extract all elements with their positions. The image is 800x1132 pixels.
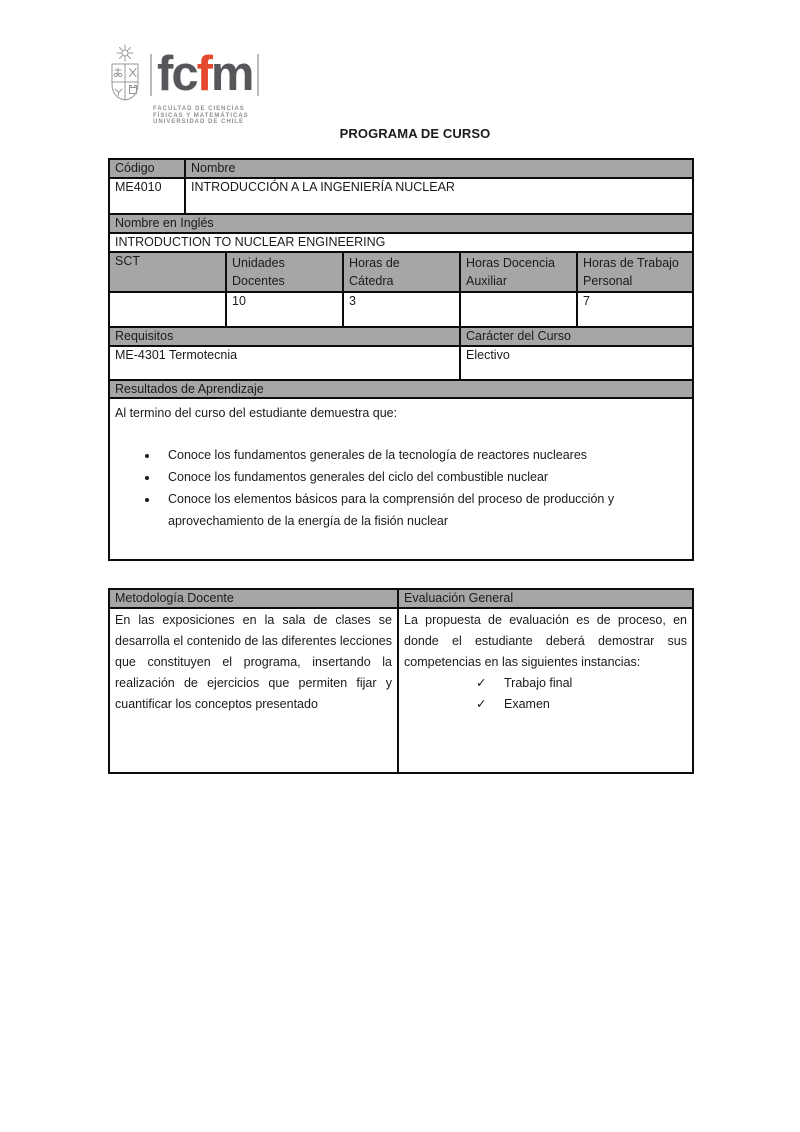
- catedra-line2: Cátedra: [349, 274, 394, 288]
- course-info-table: [108, 158, 694, 561]
- fcfm-letter-m: m: [210, 47, 253, 101]
- resultado-bullet-2: • Conoce los fundamentos generales del ciclo del combustible nuclear: [159, 466, 687, 488]
- faculty-name: [150, 106, 259, 126]
- metodologia-docente-header: Metodología Docente: [109, 589, 398, 608]
- horas-catedra-value: 3: [343, 292, 460, 327]
- evaluacion-item-row: [476, 694, 687, 715]
- nombre-ingles-header: Nombre en Inglés: [109, 214, 693, 233]
- metodologia-text: En las exposiciones en la sala de clases se desarrolla el contenido de las diferentes lecciones que constituyen el programa, insertando la realización de ejercicios que permiten fijar y cuantificar los conceptos presentado: [115, 613, 392, 711]
- faculty-name-line3: UNIVERSIDAD DE CHILE: [153, 119, 245, 125]
- resultados-aprendizaje-header: Resultados de Aprendizaje: [109, 380, 693, 398]
- faculty-name-line1: FACULTAD DE CIENCIAS: [153, 106, 245, 112]
- evaluacion-item-row: [476, 673, 687, 694]
- horas-docencia-auxiliar-value: [460, 292, 577, 327]
- horas-catedra-header: [343, 252, 460, 292]
- resultados-bullet-list: [115, 444, 687, 532]
- codigo-header: Código: [109, 159, 185, 178]
- page-title: PROGRAMA DE CURSO: [339, 126, 491, 141]
- resultado-bullet-1: • Conoce los fundamentos generales de la tecnología de reactores nucleares: [159, 444, 687, 466]
- horas-trabajo-personal-value: 7: [577, 292, 693, 327]
- fcfm-logotype: [150, 47, 259, 126]
- evaluacion-item-label: Trabajo final: [504, 676, 573, 690]
- evaluacion-intro: La propuesta de evaluación es de proceso, en donde el estudiante deberá demostrar sus competencias en las siguientes instancias:: [404, 613, 687, 669]
- faculty-name-line2: FÍSICAS Y MATEMÁTICAS: [153, 112, 249, 119]
- evaluacion-general-cell: [398, 608, 693, 773]
- auxiliar-line1: Horas Docencia: [466, 256, 555, 270]
- codigo-value: ME4010: [109, 178, 185, 214]
- evaluacion-item-label: Examen: [504, 697, 550, 711]
- requisitos-header: Requisitos: [109, 327, 460, 346]
- check-icon: ✓: [476, 676, 487, 690]
- nombre-ingles-value: INTRODUCTION TO NUCLEAR ENGINEERING: [109, 233, 693, 252]
- nombre-value: INTRODUCCIÓN A LA INGENIERÍA NUCLEAR: [185, 178, 693, 214]
- metodologia-docente-cell: [109, 608, 398, 773]
- unidades-line2: Docentes: [232, 274, 285, 288]
- university-crest-icon: [106, 44, 144, 102]
- catedra-line1: Horas de: [349, 256, 400, 270]
- unidades-docentes-value: 10: [226, 292, 343, 327]
- horas-docencia-auxiliar-header: [460, 252, 577, 292]
- horas-trabajo-personal-header: [577, 252, 693, 292]
- resultado-bullet-3: • Conoce los elementos básicos para la comprensión del proceso de producción y aprovechamiento de la energía de la fisión nuclear: [159, 488, 687, 532]
- fcfm-letters-fc: fc: [157, 47, 197, 101]
- unidades-docentes-header: [226, 252, 343, 292]
- personal-line1: Horas de Trabajo: [583, 256, 679, 270]
- caracter-curso-value: Electivo: [460, 346, 693, 380]
- personal-line2: Personal: [583, 274, 633, 288]
- caracter-curso-header: Carácter del Curso: [460, 327, 693, 346]
- fcfm-wordmark: [150, 47, 259, 101]
- resultados-intro: Al termino del curso del estudiante demuestra que:: [115, 406, 398, 420]
- sct-value: [109, 292, 226, 327]
- unidades-line1: Unidades: [232, 256, 285, 270]
- check-icon: ✓: [476, 697, 487, 711]
- auxiliar-line2: Auxiliar: [466, 274, 507, 288]
- resultados-aprendizaje-cell: [109, 398, 693, 560]
- requisitos-value: ME-4301 Termotecnia: [109, 346, 460, 380]
- fcfm-logo: [106, 44, 259, 126]
- fcfm-letter-f-red: f: [196, 47, 211, 101]
- sct-header: SCT: [109, 252, 226, 292]
- nombre-header: Nombre: [185, 159, 693, 178]
- evaluacion-general-header: Evaluación General: [398, 589, 693, 608]
- methodology-evaluation-table: [108, 588, 694, 774]
